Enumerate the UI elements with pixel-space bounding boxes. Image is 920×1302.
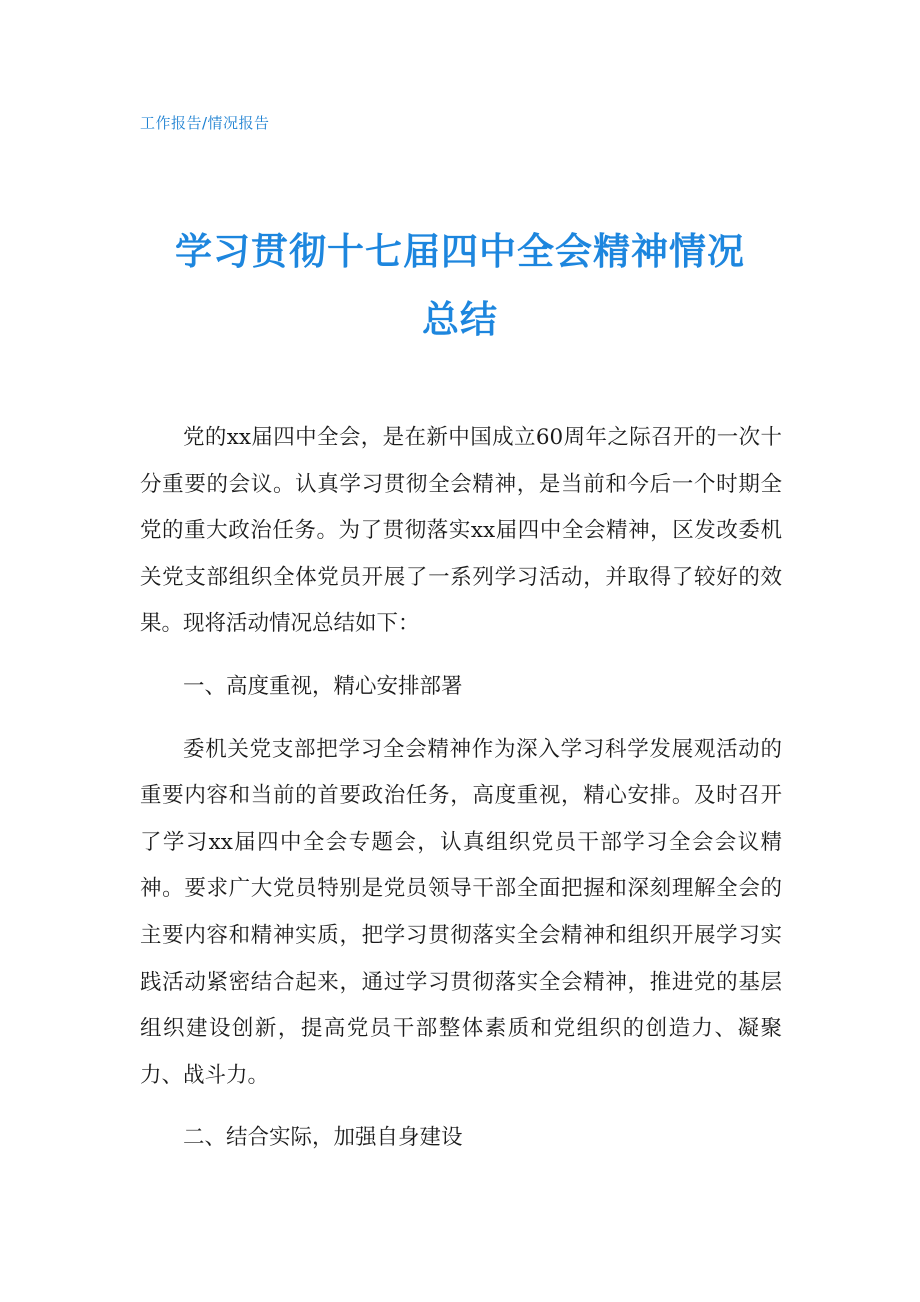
paragraph-intro: 党的xx届四中全会，是在新中国成立60周年之际召开的一次十分重要的会议。认真学习贯彻全会精神，是当前和今后一个时期全党的重大政治任务。为了贯彻落实xx届四中全会精神，区发改委机关党支部组织全体党员开展了一系列学习活动，并取得了较好的效果。现将活动情况总结如下：	[140, 425, 782, 637]
category-label: 工作报告/情况报告	[140, 114, 270, 132]
section-heading-2: 二、结合实际，加强自身建设	[183, 1125, 463, 1151]
document-title	[120, 218, 800, 354]
paragraph-section-1: 委机关党支部把学习全会精神作为深入学习科学发展观活动的重要内容和当前的首要政治任务，高度重视，精心安排。及时召开了学习xx届四中全会专题会，认真组织党员干部学习全会会议精神。要求广大党员特别是党员领导干部全面把握和深刻理解全会的主要内容和精神实质，把学习贯彻落实全会精神和组织开展学习实践活动紧密结合起来，通过学习贯彻落实全会精神，推进党的基层组织建设创新，提高党员干部整体素质和党组织的创造力、凝聚力、战斗力。	[140, 736, 782, 1088]
title-line-1: 学习贯彻十七届四中全会精神情况	[175, 230, 745, 273]
document-body	[140, 415, 782, 1178]
section-heading-1: 一、高度重视，精心安排部署	[183, 673, 463, 699]
title-line-2: 总结	[422, 298, 498, 341]
